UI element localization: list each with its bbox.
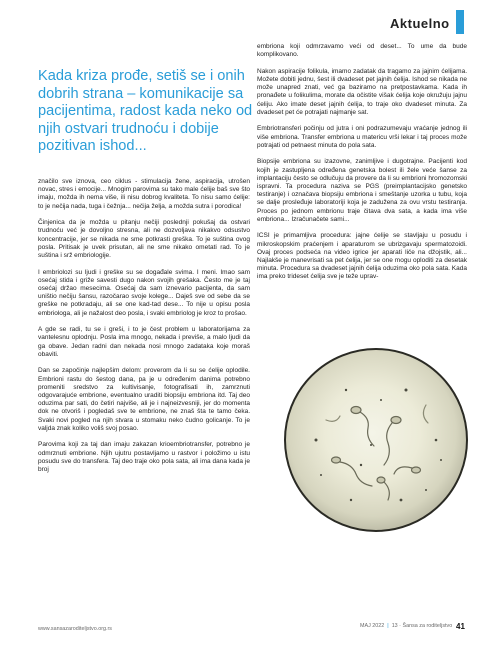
left-column — [38, 178, 250, 483]
page-number: 41 — [456, 622, 465, 631]
paragraph: A gde se radi, tu se i greši, i to je čest problem u laboratorijama za vantelesnu oplodnju. Posla ima mnogo, nekada i previše, a malo ljudi da ga obave. Jedan radni dan nekada nosi mnogo zadataka koje moraš obaviti. — [38, 326, 250, 358]
paragraph: I embriolozi su ljudi i greške su se događale svima. I meni. Imao sam osećaj stida i griže savesti dugo nakon svojih grešaka. Često me je taj osećaj držao mesecima. Osećaj da sam iznevario pacijenta, da sam uništio nečiju šansu, razočarao svoje kolege... Daješ sve od sebe da se greške ne potkradaju, ali se one kad-tad dese... To nije u opisu posla embriologa, ali je nažalost deo posla, i svaki embriolog je kroz to prošao. — [38, 268, 250, 317]
paragraph: ICSI je primamljiva procedura: jajne ćelije se stavljaju u posudu i mikroskopskim praćenjem i aparaturom se ubrizgavaju spermatozoidi. Ovaj proces podseća na video igrice jer aparati liče na džojstik, ali... Najlakše je manevrisati sa pet ćelija, jer se one mogu oploditi za desetak minuta. Procedura sa dvadeset jajnih ćelija oduzima oko pola sata. Kada ima preko trideset ćelija sve je teže uprav- — [257, 232, 467, 281]
paragraph: Parovima koji za taj dan imaju zakazan krioembriotransfer, potrebno je odmrznuti embrione. Njih ujutru postavljamo u rastvor i položimo u istu posudu sve do transfera. Taj deo traje oko pola sata, ali ima dana kada je broj — [38, 441, 250, 474]
footer-issue-info — [360, 623, 452, 629]
footer-website: www.sansazaroditeljstvo.org.rs — [38, 626, 112, 632]
microscope-photo — [284, 348, 468, 532]
pull-quote: Kada kriza prođe, setiš se i onih dobrih strana – komunikacije sa pacijentima, radost kada neko od njih ostvari trudnoću i dobije pozitivan ishod... — [38, 68, 253, 154]
paragraph: Nakon aspiracije folikula, imamo zadatak da tragamo za jajnim ćelijama. Možete dobiti jednu, šest ili dvadeset pet jajnih ćelija. Ishod se nikada ne može unapred znati, već ga baziramo na pretpostavkama. Kada ih pronađete u folikulima, morate da očistite višak ćelija koje okružuju jajnu ćeliju. Ako imate deset jajnih ćelija, to traje oko dvadeset minuta. Za dvadeset pet će potrajati najmanje sat. — [257, 67, 467, 116]
sperm-cells-illustration — [286, 350, 466, 530]
footer-magazine-name: 13 · Šansa za roditeljstvo — [391, 623, 453, 629]
section-label: Aktuelno — [390, 16, 450, 31]
right-column — [257, 43, 467, 290]
paragraph: značilo sve iznova, ceo ciklus - stimulacija žene, aspiracija, utrošen novac, stres i emocije... Mnogim parovima su tako male ćelije baš sve što imaju, možda ih nema više, ili nisu dobrog kvaliteta. To nisu samo ćelije: to je nečija nada, tuga i čežnja... nečija želja, a možda sutra i porodica! — [38, 178, 250, 210]
section-accent-bar — [456, 10, 464, 34]
footer-issue-date: MAJ 2022 — [360, 623, 385, 629]
paragraph: Embriotransferi počinju od jutra i oni podrazumevaju vraćanje jednog ili više embriona. Transfer embriona u matericu vrši lekar i taj proces može potrajati od petnaest minuta do pola sata. — [257, 125, 467, 149]
footer-separator: | — [387, 623, 389, 629]
paragraph: Biopsije embriona su izazovne, zanimljive i dugotrajne. Pacijenti kod kojih je zastupljena određena genetska bolest ili žele veće šanse za implantaciju često se odlučuju da provere da li su embrioni hromozomski ispravni. Ta procedura naziva se PGS (preimplantacijsko genetsko testiranje) i označava biopsiju embriona i smeštanje uzorka u tubu, koja se dalje prosleđuje laboratoriji koja je zadužena za ovu vrstu testiranja. Proces po jednom embrionu traje čitava dva sata, a kada ima više embriona... Izračunačete sami... — [257, 158, 467, 223]
paragraph: embriona koji odmrzavamo veći od deset... To ume da bude komplikovano. — [257, 43, 467, 59]
paragraph: Činjenica da je možda u pitanju nečiji poslednji pokušaj da ostvari trudnoću već je dovoljno stresna, ali ne dozvoljava nikakvo odsustvo koncentracije, jer se nikada ne sme potkrasti greška. To je suština ovog posla. Pritisak je uvek prisutan, ali ne sme nikako ometati rad. To je suština i srž embriologije. — [38, 219, 250, 260]
paragraph: Dan se započinje najlepšim delom: proverom da li su se ćelije oplodile. Embrioni rastu do šestog dana, pa je u određenim danima potrebno promeniti sredstvo za kultivisanje, fotografisati ih, zamrznuti odgovarajuće embrione, eventualno uraditi biopsiju embriona itd. Taj deo oduzima par sati, do četiri najviše, ali je i najneizvesniji, jer do momenta dok ne otvoriš i pogledaš sve te embrione, ne znaš šta te tamo čeka. Svaki novi pogled na njih stvara u stomaku neko čudno golicanje. To je valjda znak koliko voliš svoj posao. — [38, 367, 250, 432]
